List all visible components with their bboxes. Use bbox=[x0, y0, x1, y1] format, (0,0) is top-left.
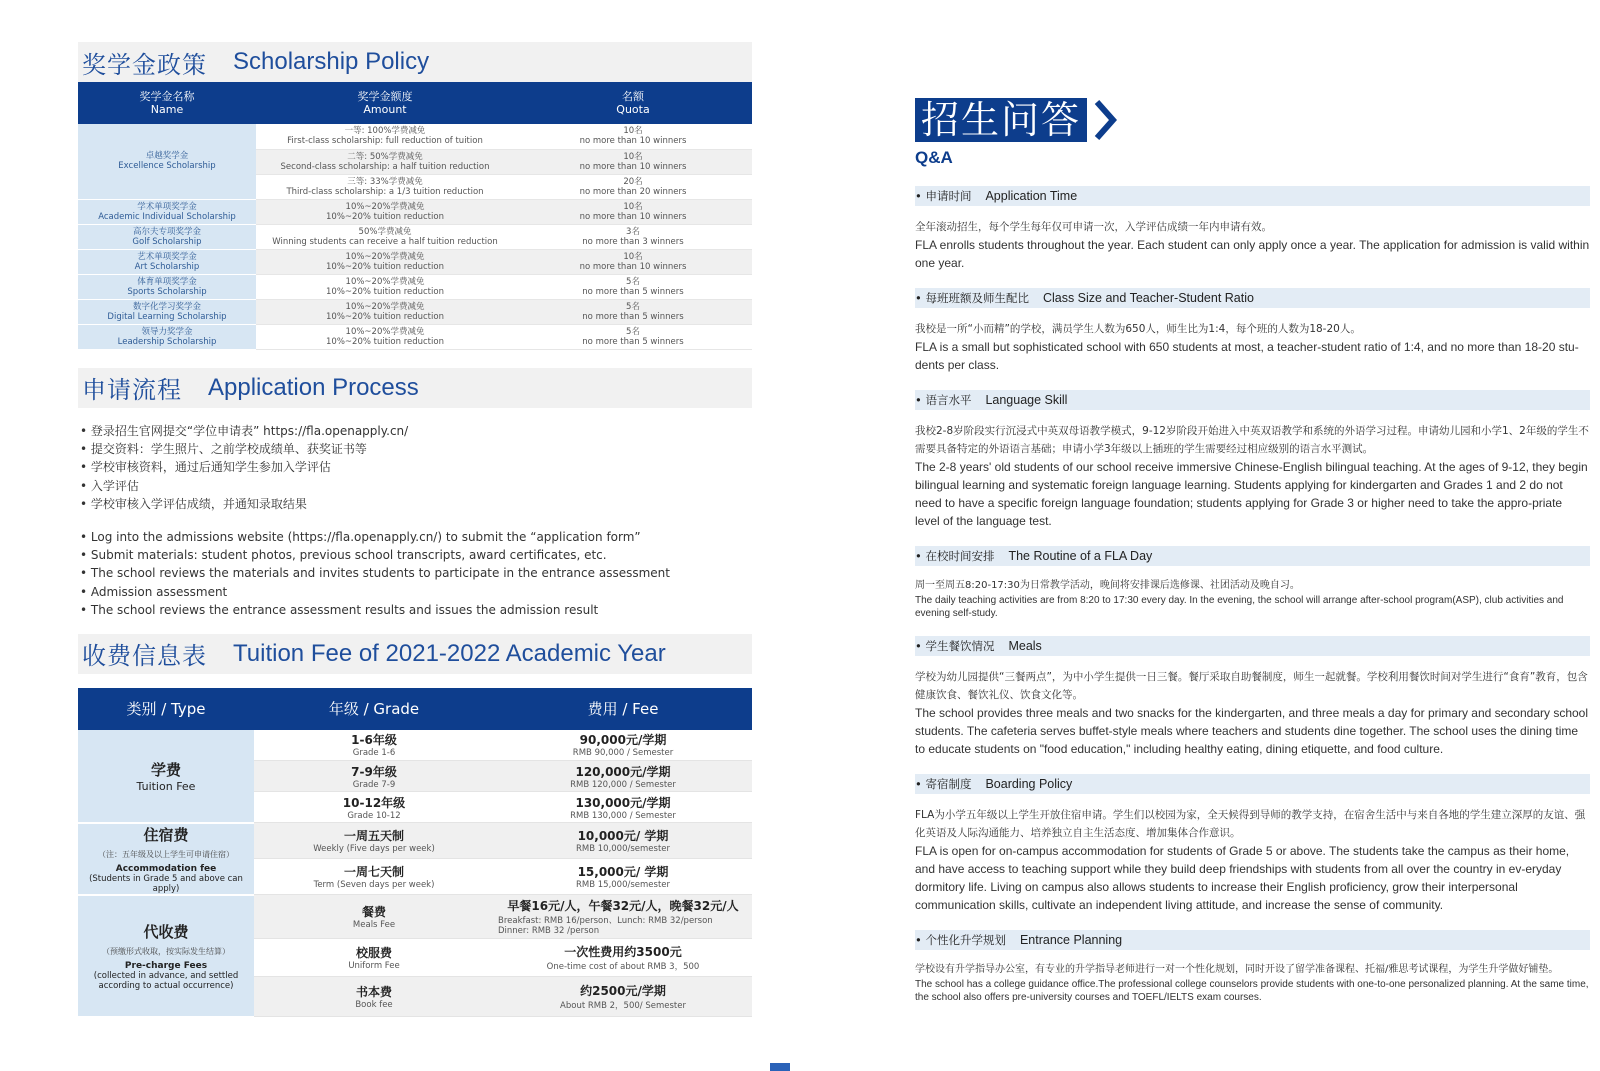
fee-cell: 130,000元/学期 RMB 130,000 / Semester bbox=[494, 792, 752, 823]
qa-item-title: • 每班班额及师生配比 Class Size and Teacher-Student Ratio bbox=[915, 288, 1590, 308]
qa-item-text-zh: 学校为幼儿园提供“三餐两点”，为中小学生提供一日三餐。餐厅采取自助餐制度，师生一起就餐。学校利用餐饮时间对学生进行“食育”教育，包含健康饮食、餐饮礼仪、饮食文化等。 bbox=[915, 671, 1588, 701]
scholarship-title-zh: 奖学金政策 bbox=[82, 50, 207, 79]
name-cell: 数字化学习奖学金 Digital Learning Scholarship bbox=[78, 299, 256, 324]
scholarship-title-en: Scholarship Policy bbox=[233, 48, 430, 75]
qa-item-title: • 语言水平 Language Skill bbox=[915, 390, 1590, 410]
scholarship-heading bbox=[78, 42, 752, 82]
table-row bbox=[78, 299, 752, 324]
name-cell: 体育单项奖学金 Sports Scholarship bbox=[78, 274, 256, 299]
table-header-row bbox=[78, 688, 752, 730]
fee-cell: 约2500元/学期 About RMB 2，500/ Semester bbox=[494, 977, 752, 1017]
list-item: • The school reviews the entrance assessment results and issues the admission result bbox=[80, 603, 599, 618]
list-item: • 入学评估 bbox=[80, 478, 139, 493]
amount-cell: 一等: 100%学费减免 First-class scholarship: full reduction of tuition bbox=[256, 124, 514, 149]
list-item: • Submit materials: student photos, previous school transcripts, award certificates, etc. bbox=[80, 547, 607, 562]
qa-item-meals bbox=[915, 636, 1590, 758]
grade-cell: 10-12年级 Grade 10-12 bbox=[254, 792, 494, 823]
amount-cell: 10%~20%学费减免 10%~20% tuition reduction bbox=[256, 249, 514, 274]
qa-item-text-zh: 周一至周五8:20-17:30为日常教学活动，晚间将安排课后选修课、社团活动及晚自习。 bbox=[915, 580, 1300, 591]
header-type: 类别 / Type bbox=[78, 688, 254, 730]
quota-cell: 10名 no more than 10 winners bbox=[514, 249, 752, 274]
fee-heading bbox=[78, 634, 752, 674]
qa-item-text-en: FLA is open for on-campus accommodation for students of Grade 5 or above. The students take the campus as their home, and have access to teaching support while they build deep friendships with students from all over the country in ev-eryday dormitory life. Living on campus also allows students to increase their English proficiency, grow their interpersonal communication skills, cultivate an independent living attitude, and increase the sense of community. bbox=[915, 844, 1570, 912]
grade-cell: 一周五天制 Weekly (Five days per week) bbox=[254, 823, 494, 859]
quota-cell: 10名 no more than 10 winners bbox=[514, 124, 752, 149]
grade-cell: 7-9年级 Grade 7-9 bbox=[254, 761, 494, 792]
qa-item-title: • 个性化升学规划 Entrance Planning bbox=[915, 930, 1590, 950]
qa-item-title: • 寄宿制度 Boarding Policy bbox=[915, 774, 1590, 794]
left-page bbox=[78, 42, 752, 1018]
process-heading bbox=[78, 368, 752, 408]
process-title-en: Application Process bbox=[208, 373, 419, 401]
quota-cell: 5名 no more than 5 winners bbox=[514, 324, 752, 349]
qa-item-text-en: The school provides three meals and two snacks for the kindergarten, and three meals a day for primary and secondary school students. The cafeteria serves buffet-style meals where teachers and students dine together. The school uses the dining time to educate students on "food education," including healthy eating, dining etiquette, and food culture. bbox=[915, 706, 1589, 756]
quota-cell: 5名 no more than 5 winners bbox=[514, 274, 752, 299]
grade-cell: 餐费 Meals Fee bbox=[254, 895, 494, 939]
qa-item-class-size bbox=[915, 288, 1590, 374]
qa-item-text-en: FLA enrolls students throughout the year. Each student can only apply once a year. The application for admission is valid within one year. bbox=[915, 238, 1590, 270]
grade-cell: 书本费 Book fee bbox=[254, 977, 494, 1017]
list-item: • Admission assessment bbox=[80, 584, 228, 599]
list-item: • 登录招生官网提交“学位申请表” https://fla.openapply.cn/ bbox=[80, 423, 409, 438]
header-name: 奖学金名称 Name bbox=[78, 82, 256, 124]
qa-item-text-en: The daily teaching activities are from 8:20 to 17:30 every day. In the evening, the school will arrange after-school program(ASP), club activities and evening self-study. bbox=[915, 595, 1564, 619]
qa-item-language-skill bbox=[915, 390, 1590, 530]
precharge-type-cell: 代收费 （预缴形式收取，按实际发生结算） Pre-charge Fees (collected in advance, and settled according to actual occurrence) bbox=[78, 895, 254, 1017]
amount-cell: 10%~20%学费减免 10%~20% tuition reduction bbox=[256, 274, 514, 299]
qa-item-text-en: The school has a college guidance office.The professional college counselors provide students with one-to-one personalized planning. At the same time, the school also offers pre-university courses and TOEFL/IELTS exam courses. bbox=[915, 979, 1589, 1003]
header-grade: 年级 / Grade bbox=[254, 688, 494, 730]
list-item: • 学校审核入学评估成绩，并通知录取结果 bbox=[80, 497, 307, 512]
process-list bbox=[78, 422, 752, 620]
table-row bbox=[78, 274, 752, 299]
amount-cell: 三等: 33%学费减免 Third-class scholarship: a 1/3 tuition reduction bbox=[256, 174, 514, 199]
table-row bbox=[78, 823, 752, 859]
qa-item-text-zh: 我校是一所“小而精”的学校，满员学生人数为650人，师生比为1:4，每个班的人数为18-20人。 bbox=[915, 323, 1361, 335]
fee-cell: 15,000元/ 学期 RMB 15,000/semester bbox=[494, 859, 752, 895]
name-cell: 学术单项奖学金 Academic Individual Scholarship bbox=[78, 199, 256, 224]
qa-item-text-zh: 学校设有升学指导办公室，有专业的升学指导老师进行一对一个性化规划，同时开设了留学准备课程、托福/雅思考试课程，为学生升学做好铺垫。 bbox=[915, 964, 1559, 975]
grade-cell: 一周七天制 Term (Seven days per week) bbox=[254, 859, 494, 895]
header-quota: 名额 Quota bbox=[514, 82, 752, 124]
list-item: • 提交资料：学生照片、之前学校成绩单、获奖证书等 bbox=[80, 441, 367, 456]
name-cell: 高尔夫专项奖学金 Golf Scholarship bbox=[78, 224, 256, 249]
qa-title: 招生问答 bbox=[915, 98, 1087, 142]
chevron-right-icon bbox=[1093, 98, 1117, 142]
qa-item-title: • 在校时间安排 The Routine of a FLA Day bbox=[915, 546, 1590, 566]
page-marker bbox=[770, 1063, 790, 1071]
scholarship-table bbox=[78, 82, 752, 350]
table-row bbox=[78, 199, 752, 224]
list-item: • 学校审核资料，通过后通知学生参加入学评估 bbox=[80, 460, 331, 475]
amount-cell: 10%~20%学费减免 10%~20% tuition reduction bbox=[256, 199, 514, 224]
quota-cell: 5名 no more than 5 winners bbox=[514, 299, 752, 324]
qa-item-text-en: FLA is a small but sophisticated school with 650 students at most, a teacher-student ratio of 1:4, and no more than 18-20 stu-dents per class. bbox=[915, 340, 1579, 372]
qa-item-text-zh: FLA为小学五年级以上学生开放住宿申请。学生们以校园为家，全天候得到导师的教学支持，在宿舍生活中与来自各地的学生建立深厚的友谊、强化英语及人际沟通能力、培养独立自主生活态度、增加集体合作意识。 bbox=[915, 809, 1586, 839]
table-row bbox=[78, 730, 752, 761]
fee-cell: 10,000元/ 学期 RMB 10,000/semester bbox=[494, 823, 752, 859]
name-cell: 艺术单项奖学金 Art Scholarship bbox=[78, 249, 256, 274]
header-fee: 费用 / Fee bbox=[494, 688, 752, 730]
grade-cell: 1-6年级 Grade 1-6 bbox=[254, 730, 494, 761]
table-header-row bbox=[78, 82, 752, 124]
amount-cell: 10%~20%学费减免 10%~20% tuition reduction bbox=[256, 299, 514, 324]
table-row bbox=[78, 224, 752, 249]
qa-item-application-time bbox=[915, 186, 1590, 272]
excellence-name-cell: 卓越奖学金 Excellence Scholarship bbox=[78, 124, 256, 199]
name-cell: 领导力奖学金 Leadership Scholarship bbox=[78, 324, 256, 349]
grade-cell: 校服费 Uniform Fee bbox=[254, 939, 494, 977]
table-row bbox=[78, 324, 752, 349]
qa-item-text-zh: 全年滚动招生，每个学生每年仅可申请一次，入学评估成绩一年内申请有效。 bbox=[915, 221, 1272, 233]
right-page bbox=[915, 98, 1590, 1004]
qa-item-text-en: The 2-8 years' old students of our school receive immersive Chinese-English bilingual teaching. At the ages of 9-12, they begin bilingual learning and systematic foreign language learning. Students applying for kindergarten and Grades 1 and 2 do not need to have a specific foreign language foundation; students applying for Grade 3 or higher need to take the appro-priate level of the language test. bbox=[915, 460, 1588, 528]
qa-item-entrance-planning bbox=[915, 930, 1590, 1004]
table-row bbox=[78, 895, 752, 939]
qa-heading bbox=[915, 98, 1590, 142]
fee-cell: 90,000元/学期 RMB 90,000 / Semester bbox=[494, 730, 752, 761]
qa-item-text-zh: 我校2-8岁阶段实行沉浸式中英双母语教学模式，9-12岁阶段开始进入中英双语教学和系统的外语学习过程。申请幼儿园和小学1、2年级的学生不需要具备特定的外语语言基础；申请小学3年级以上插班的学生需要经过相应级别的语言水平测试。 bbox=[915, 425, 1589, 455]
amount-cell: 二等: 50%学费减免 Second-class scholarship: a half tuition reduction bbox=[256, 149, 514, 174]
list-item: • Log into the admissions website (https://fla.openapply.cn/) to submit the “application form” bbox=[80, 529, 641, 544]
quota-cell: 3名 no more than 3 winners bbox=[514, 224, 752, 249]
amount-cell: 50%学费减免 Winning students can receive a half tuition reduction bbox=[256, 224, 514, 249]
table-row bbox=[78, 124, 752, 149]
fee-table bbox=[78, 688, 752, 1018]
qa-subtitle: Q&A bbox=[915, 148, 953, 167]
process-title-zh: 申请流程 bbox=[82, 376, 182, 404]
list-item: • The school reviews the materials and invites students to participate in the entrance assessment bbox=[80, 566, 670, 581]
header-amount: 奖学金额度 Amount bbox=[256, 82, 514, 124]
qa-item-title: • 学生餐饮情况 Meals bbox=[915, 636, 1590, 656]
fee-cell: 早餐16元/人，午餐32元/人，晚餐32元/人 Breakfast: RMB 16/person、Lunch: RMB 32/person Dinner: RMB 32 /person bbox=[494, 895, 752, 939]
table-row bbox=[78, 249, 752, 274]
fee-title-zh: 收费信息表 bbox=[82, 642, 207, 671]
fee-cell: 一次性费用约3500元 One-time cost of about RMB 3，500 bbox=[494, 939, 752, 977]
fee-title-en: Tuition Fee of 2021-2022 Academic Year bbox=[233, 639, 666, 667]
qa-item-routine bbox=[915, 546, 1590, 620]
amount-cell: 10%~20%学费减免 10%~20% tuition reduction bbox=[256, 324, 514, 349]
qa-item-boarding bbox=[915, 774, 1590, 914]
quota-cell: 10名 no more than 10 winners bbox=[514, 149, 752, 174]
accommodation-type-cell: 住宿费 （注：五年级及以上学生可申请住宿） Accommodation fee (Students in Grade 5 and above can apply) bbox=[78, 823, 254, 895]
quota-cell: 10名 no more than 10 winners bbox=[514, 199, 752, 224]
qa-item-title: • 申请时间 Application Time bbox=[915, 186, 1590, 206]
quota-cell: 20名 no more than 20 winners bbox=[514, 174, 752, 199]
fee-cell: 120,000元/学期 RMB 120,000 / Semester bbox=[494, 761, 752, 792]
tuition-type-cell: 学费 Tuition Fee bbox=[78, 730, 254, 823]
